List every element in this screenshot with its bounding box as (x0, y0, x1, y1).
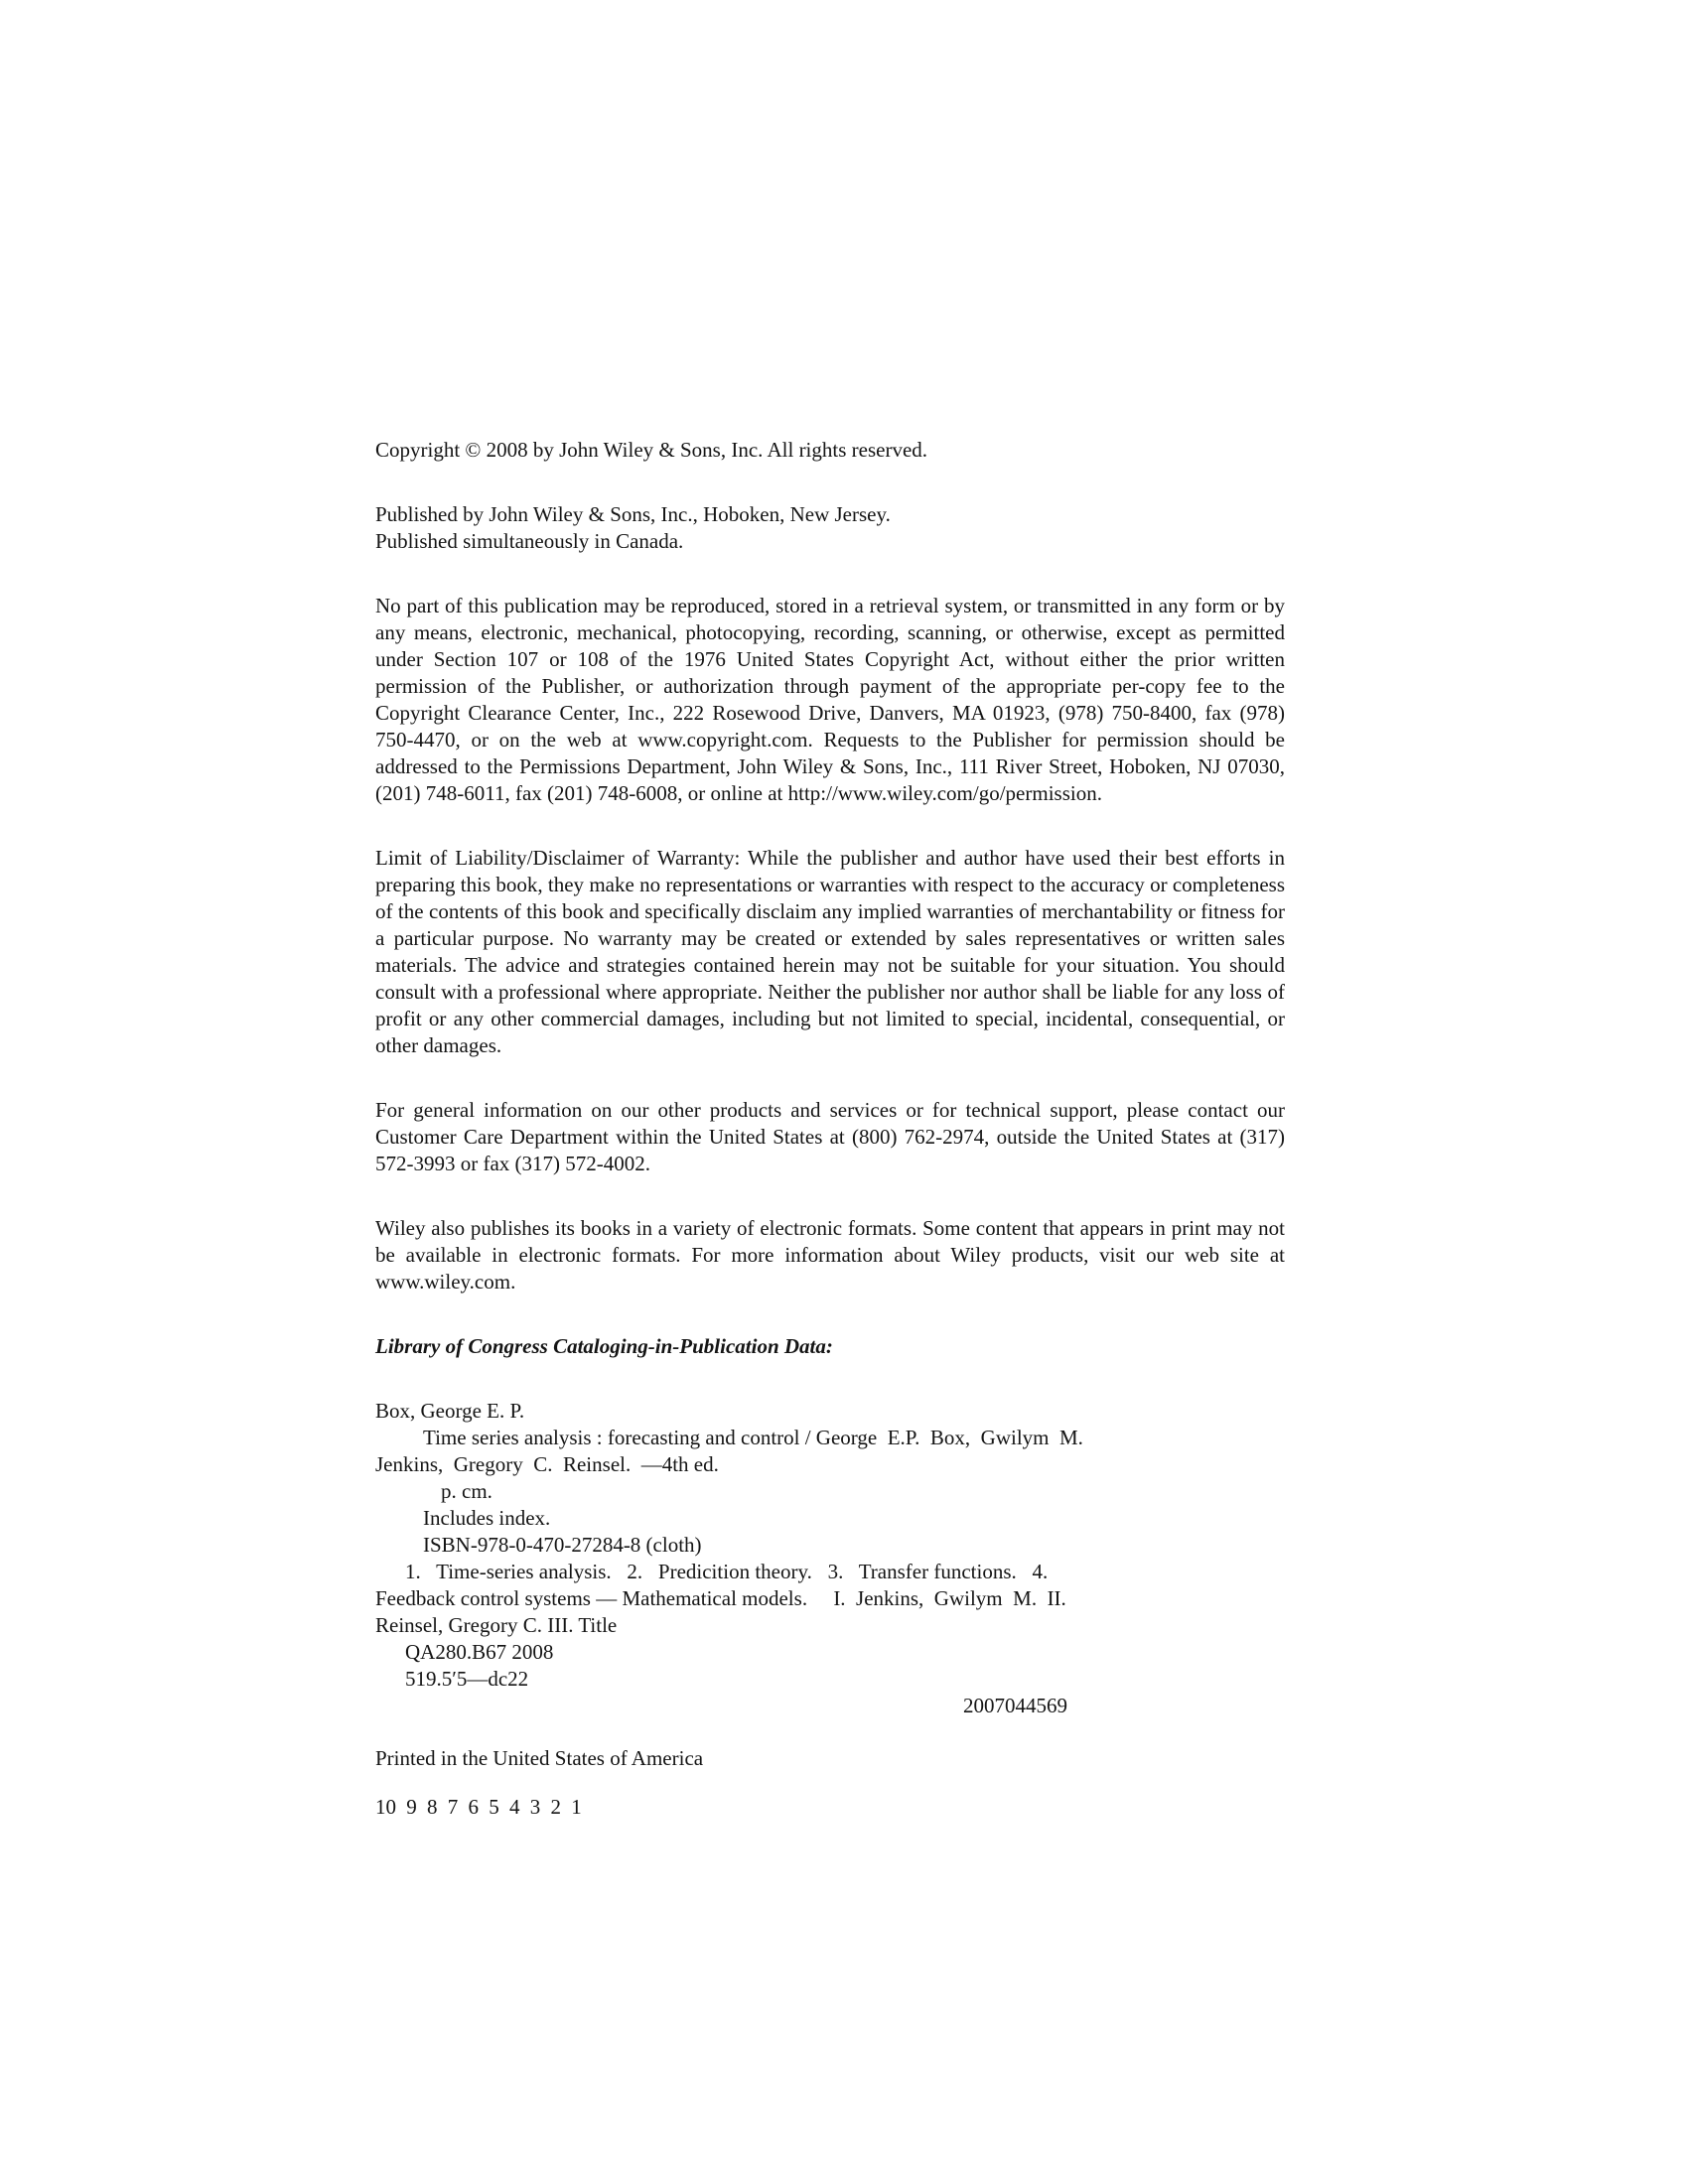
electronic-formats-paragraph: Wiley also publishes its books in a variety of electronic formats. Some content that appears in print may not be available in electronic formats. For more information about Wiley products, visit our web site at www.wiley.com. (375, 1216, 1285, 1294)
published-by-line: Published by John Wiley & Sons, Inc., Hoboken, New Jersey. (375, 502, 891, 526)
cip-title-line: Time series analysis : forecasting and control / George E.P. Box, Gwilym M. (423, 1426, 1083, 1449)
copyright-text-block (375, 437, 1285, 1821)
cip-pcm-line: p. cm. (441, 1479, 492, 1503)
loc-cataloging-heading: Library of Congress Cataloging-in-Publication Data: (375, 1334, 833, 1358)
cip-subjects-line-3: Reinsel, Gregory C. III. Title (375, 1613, 618, 1637)
cip-edition-line: Jenkins, Gregory C. Reinsel. —4th ed. (375, 1452, 719, 1476)
cip-data-block (375, 1398, 1285, 1719)
permissions-paragraph: No part of this publication may be reproduced, stored in a retrieval system, or transmitted in any form or by any means, electronic, mechanical, photocopying, recording, scanning, or otherwise, except as permitted under Section 107 or 108 of the 1976 United States Copyright Act, without either the prior written permission of the Publisher, or authorization through payment of the appropriate per-copy fee to the Copyright Clearance Center, Inc., 222 Rosewood Drive, Danvers, MA 01923, (978) 750-8400, fax (978) 750-4470, or on the web at www.copyright.com. Requests to the Publisher for permission should be addressed to the Permissions Department, John Wiley & Sons, Inc., 111 River Street, Hoboken, NJ 07030, (201) 748-6011, fax (201) 748-6008, or online at http://www.wiley.com/go/permission. (375, 594, 1285, 805)
customer-support-paragraph: For general information on our other products and services or for technical support, please contact our Customer Care Department within the United States at (800) 762-2974, outside the United States at (317) 572-3993 or fax (317) 572-4002. (375, 1098, 1285, 1175)
copyright-line: Copyright © 2008 by John Wiley & Sons, Inc. All rights reserved. (375, 438, 928, 462)
cip-subjects-line-1: 1. Time-series analysis. 2. Predicition theory. 3. Transfer functions. 4. (405, 1560, 1049, 1583)
disclaimer-paragraph: Limit of Liability/Disclaimer of Warranty: While the publisher and author have used their best efforts in preparing this book, they make no representations or warranties with respect to the accuracy or completeness of the contents of this book and specifically disclaim any implied warranties of merchantability or fitness for a particular purpose. No warranty may be created or extended by sales representatives or written sales materials. The advice and strategies contained herein may not be suitable for your situation. You should consult with a professional where appropriate. Neither the publisher nor author shall be liable for any loss of profit or any other commercial damages, including but not limited to special, incidental, consequential, or other damages. (375, 846, 1285, 1057)
printing-sequence-line: 10 9 8 7 6 5 4 3 2 1 (375, 1795, 582, 1819)
cip-index-line: Includes index. (423, 1506, 551, 1530)
publisher-block (375, 501, 1285, 555)
printed-in-line: Printed in the United States of America (375, 1746, 704, 1770)
published-simultaneously-line: Published simultaneously in Canada. (375, 529, 684, 553)
lccn-number: 2007044569 (963, 1694, 1067, 1717)
cip-call-number-line: QA280.B67 2008 (405, 1640, 554, 1664)
cip-dewey-line: 519.5′5—dc22 (405, 1667, 529, 1691)
cip-author-line: Box, George E. P. (375, 1399, 525, 1423)
cip-isbn-line: ISBN-978-0-470-27284-8 (cloth) (423, 1533, 702, 1557)
cip-subjects-line-2: Feedback control systems — Mathematical models. I. Jenkins, Gwilym M. II. (375, 1586, 1066, 1610)
